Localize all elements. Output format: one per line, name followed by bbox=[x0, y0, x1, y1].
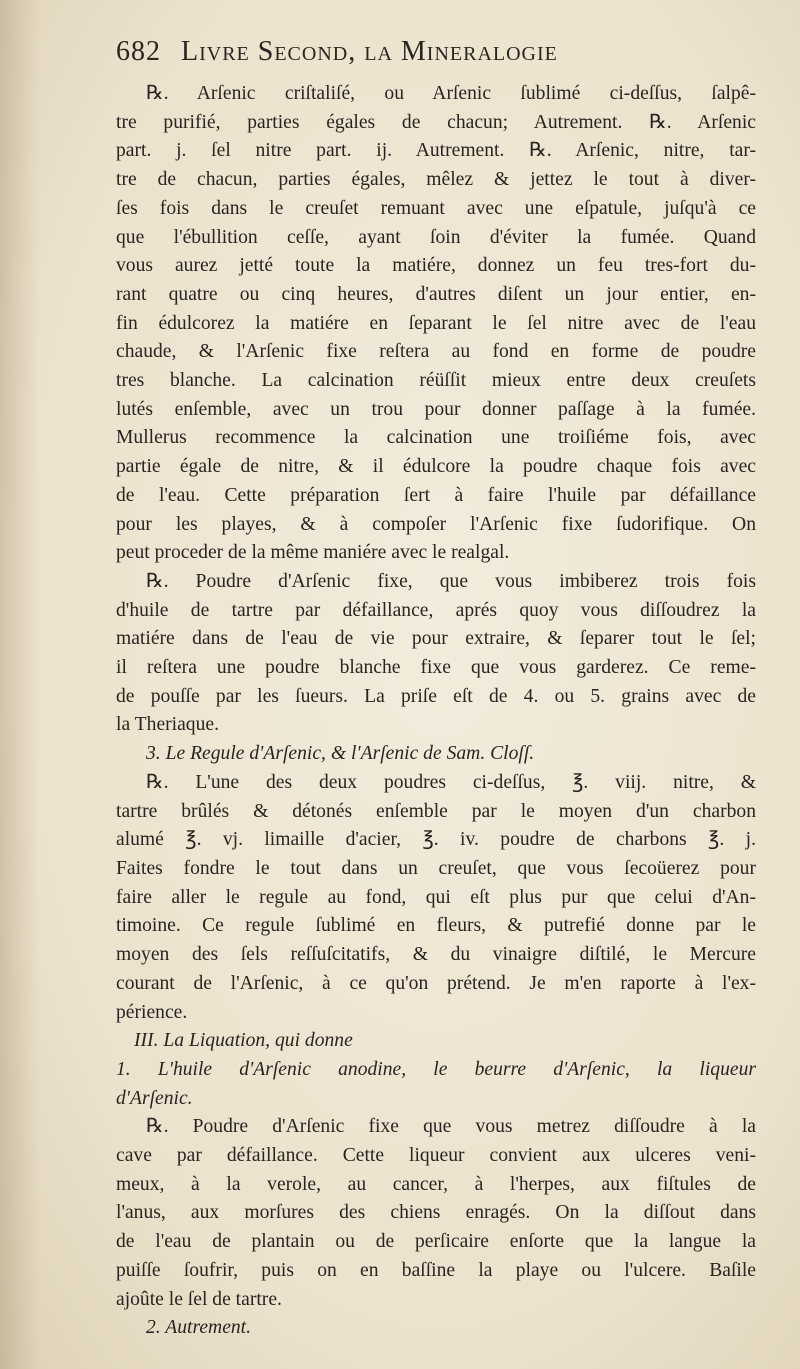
text-line: la Theriaque. bbox=[116, 714, 220, 736]
text-line: meux, à la verole, au cancer, à l'herpes, aux fiſtules de bbox=[116, 1173, 756, 1195]
text-line: rant quatre ou cinq heures, d'autres diſent un jour entier, en- bbox=[116, 283, 756, 305]
text-line: courant de l'Arſenic, à ce qu'on prétend. Je m'en raporte à l'ex- bbox=[116, 972, 756, 994]
text-line: ſes fois dans le creuſet remuant avec une eſpatule, juſqu'à ce bbox=[116, 197, 756, 219]
text-line: Mullerus recommence la calcination une troiſiéme fois, avec bbox=[116, 427, 756, 449]
text-line: tartre brûlés & détonés enſemble par le moyen d'un charbon bbox=[116, 800, 756, 822]
text-line: 2. Autrement. bbox=[146, 1317, 252, 1339]
running-header bbox=[116, 36, 716, 68]
text-line: d'Arſenic. bbox=[116, 1087, 193, 1109]
page-number: 682 bbox=[116, 36, 161, 67]
text-line: ℞. Poudre d'Arſenic fixe, que vous imbiberez trois fois bbox=[146, 570, 756, 592]
running-title: Livre Second, la Mineralogie bbox=[181, 36, 558, 67]
text-line: 1. L'huile d'Arſenic anodine, le beurre d'Arſenic, la liqueur bbox=[116, 1058, 756, 1080]
text-line: l'anus, aux morſures des chiens enragés. On la diſſout dans bbox=[116, 1202, 756, 1224]
text-line: matiére dans de l'eau de vie pour extraire, & ſeparer tout le ſel; bbox=[116, 628, 756, 650]
text-line: fin édulcorez la matiére en ſeparant le ſel nitre avec de l'eau bbox=[116, 312, 756, 334]
text-line: vous aurez jetté toute la matiére, donnez un feu tres-fort du- bbox=[116, 255, 756, 277]
text-line: de l'eau de plantain ou de perſicaire enſorte que la langue la bbox=[116, 1231, 756, 1253]
text-line: de pouſſe par les ſueurs. La priſe eſt de 4. ou 5. grains avec de bbox=[116, 685, 756, 707]
text-line: il reſtera une poudre blanche fixe que vous garderez. Ce reme- bbox=[116, 657, 756, 679]
text-line: puiſſe ſoufrir, puis on en baſſine la playe ou l'ulcere. Baſile bbox=[116, 1259, 756, 1281]
text-line: peut proceder de la même maniére avec le realgal. bbox=[116, 542, 510, 564]
text-line: part. j. ſel nitre part. ij. Autrement. ℞. Arſenic, nitre, tar- bbox=[116, 140, 756, 162]
text-line: pour les playes, & à compoſer l'Arſenic fixe ſudorifique. On bbox=[116, 513, 756, 535]
text-line: que l'ébullition ceſſe, ayant ſoin d'éviter la fumée. Quand bbox=[116, 226, 756, 248]
text-line: lutés enſemble, avec un trou pour donner paſſage à la fumée. bbox=[116, 398, 756, 420]
text-line: d'huile de tartre par défaillance, aprés quoy vous diſſoudrez la bbox=[116, 599, 756, 621]
text-line: chaude, & l'Arſenic fixe reſtera au fond en forme de poudre bbox=[116, 341, 756, 363]
text-line: ℞. Arſenic criſtaliſé, ou Arſenic ſublimé ci-deſſus, ſalpê- bbox=[146, 83, 756, 104]
text-line: timoine. Ce regule ſublimé en fleurs, & putrefié donne par le bbox=[116, 915, 756, 937]
text-line: de l'eau. Cette préparation ſert à faire l'huile par défaillance bbox=[116, 484, 756, 506]
text-line: tre de chacun, parties égales, mêlez & jettez le tout à diver- bbox=[116, 169, 756, 191]
text-line: ajoûte le ſel de tartre. bbox=[116, 1288, 282, 1310]
text-line: partie égale de nitre, & il édulcore la poudre chaque fois avec bbox=[116, 456, 756, 478]
text-line: moyen des ſels reſſuſcitatifs, & du vinaigre diſtilé, le Mercure bbox=[116, 944, 756, 966]
text-line: ℞. Poudre d'Arſenic fixe que vous metrez diſſoudre à la bbox=[146, 1116, 756, 1138]
text-line: tre purifié, parties égales de chacun; Autrement. ℞. Arſenic bbox=[116, 111, 756, 133]
text-line: Faites fondre le tout dans un creuſet, que vous ſecoüerez pour bbox=[116, 857, 756, 879]
text-line: 3. Le Regule d'Arſenic, & l'Arſenic de Sam. Cloſſ. bbox=[146, 743, 535, 765]
text-line: alumé ℥. vj. limaille d'acier, ℥. iv. poudre de charbons ℥. j. bbox=[116, 829, 756, 851]
text-line: tres blanche. La calcination réüſſit mieux entre deux creuſets bbox=[116, 370, 756, 392]
page-body bbox=[116, 80, 756, 1343]
text-line: faire aller le regule au fond, qui eſt plus pur que celui d'An- bbox=[116, 886, 756, 908]
text-line: périence. bbox=[116, 1001, 188, 1023]
text-line: cave par défaillance. Cette liqueur convient aux ulceres veni- bbox=[116, 1145, 756, 1167]
text-line: ℞. L'une des deux poudres ci-deſſus, ℥. viij. nitre, & bbox=[146, 771, 756, 793]
text-line: III. La Liquation, qui donne bbox=[134, 1030, 353, 1052]
spine-shadow bbox=[0, 0, 40, 1369]
